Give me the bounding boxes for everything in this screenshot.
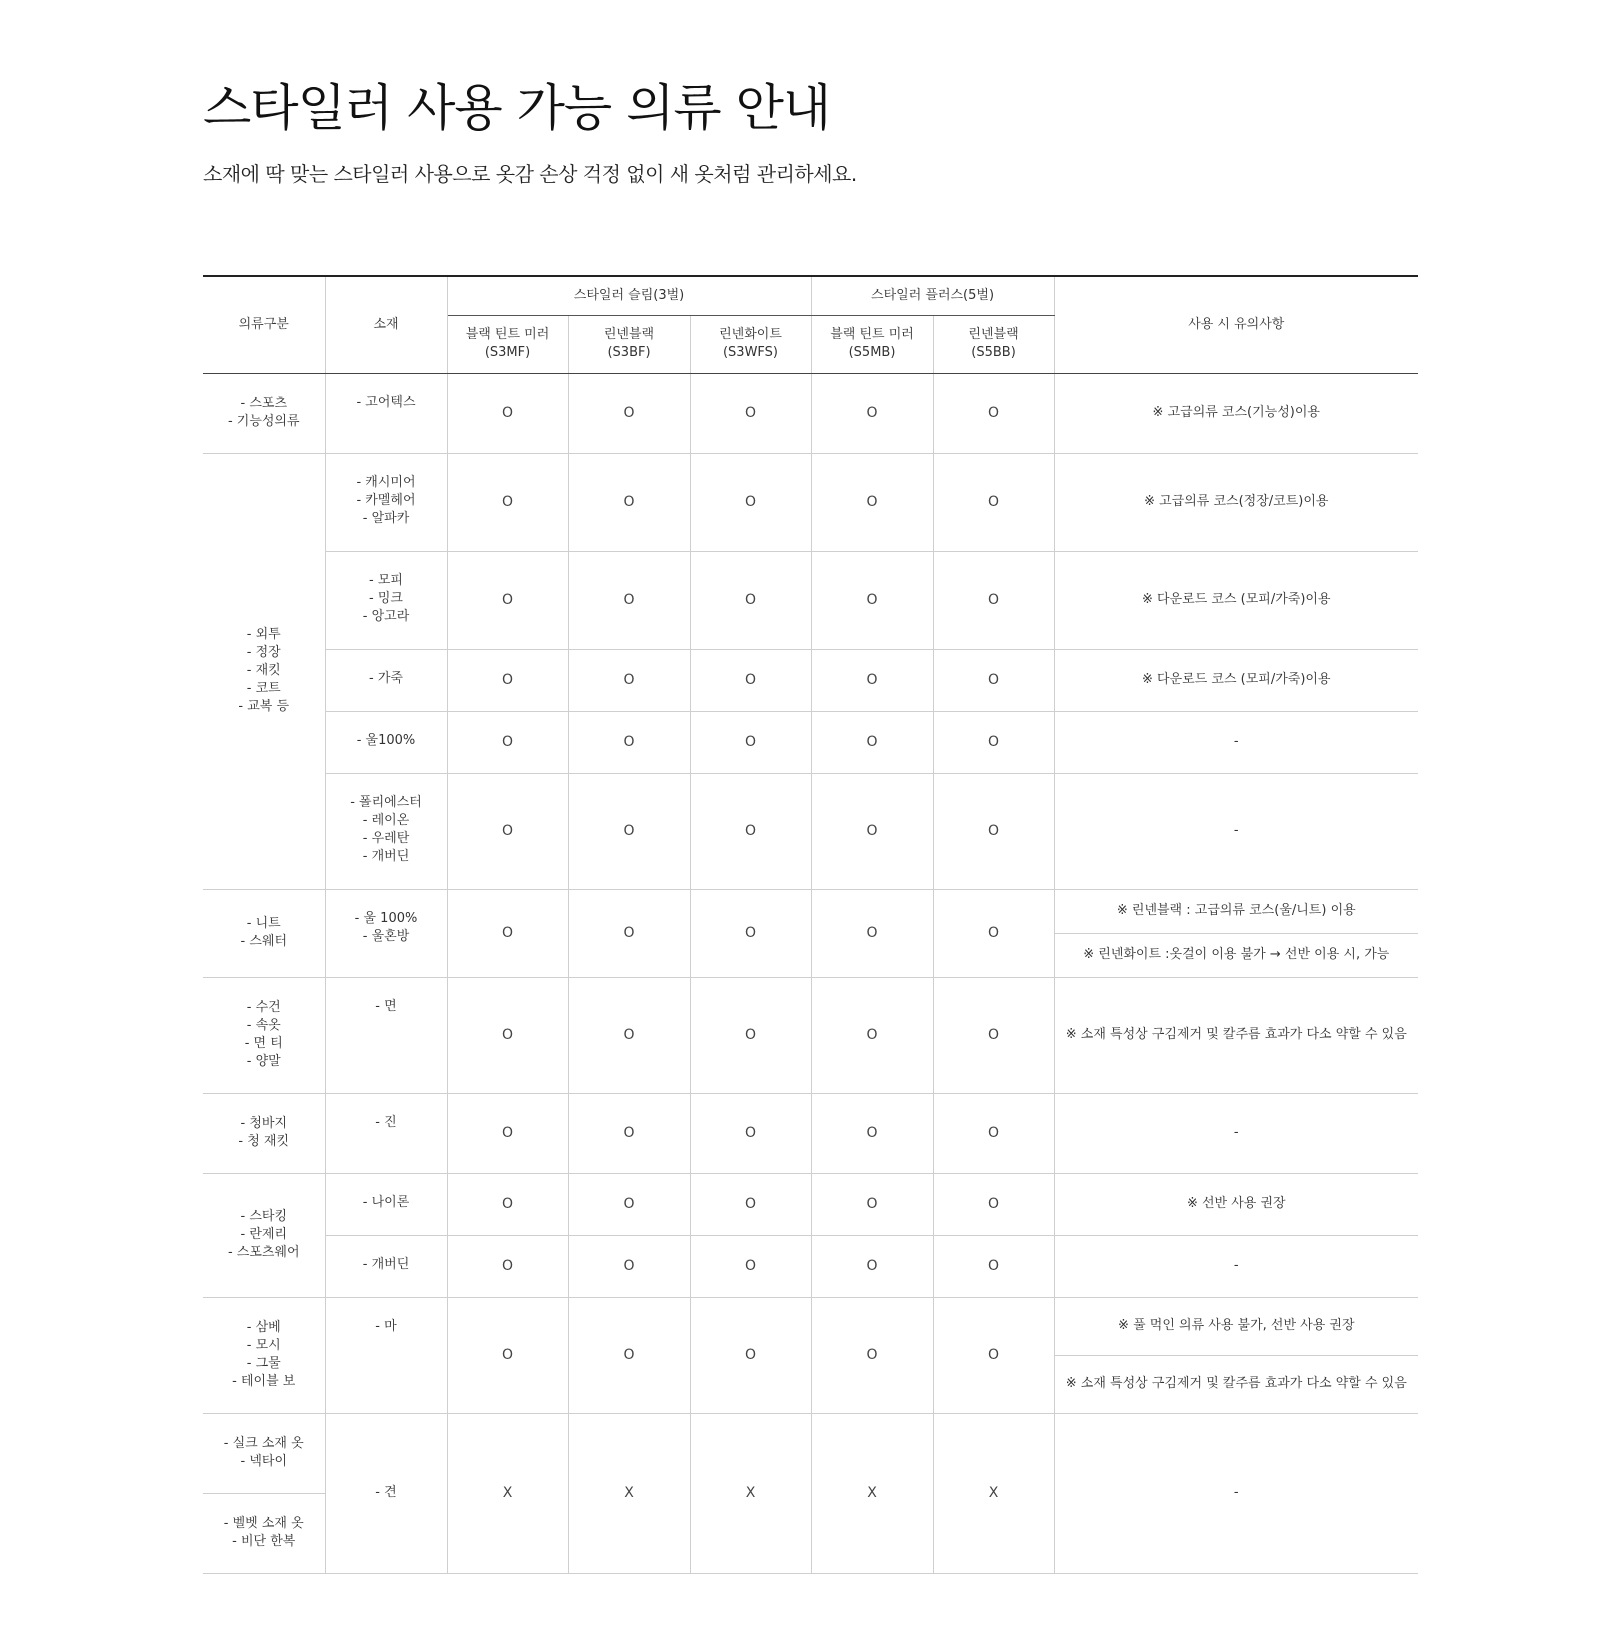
header-group-plus: 스타일러 플러스(5벌) xyxy=(811,276,1054,315)
clothing-guide-table xyxy=(203,275,1418,1574)
availability-mark: O xyxy=(690,711,811,773)
category-cell: - 외투 - 정장 - 재킷 - 코트 - 교복 등 xyxy=(203,453,325,889)
availability-mark: O xyxy=(447,977,568,1093)
availability-mark: O xyxy=(447,1173,568,1235)
notes-cell: ※ 고급의류 코스(기능성)이용 xyxy=(1054,373,1418,453)
availability-mark: O xyxy=(447,373,568,453)
availability-mark: O xyxy=(811,373,933,453)
availability-mark: O xyxy=(811,773,933,889)
availability-mark: O xyxy=(568,453,690,551)
availability-mark: O xyxy=(933,551,1054,649)
availability-mark: O xyxy=(447,889,568,977)
availability-mark: O xyxy=(447,453,568,551)
availability-mark: O xyxy=(690,1173,811,1235)
table-row xyxy=(203,1093,1418,1173)
availability-mark: O xyxy=(933,649,1054,711)
availability-mark: O xyxy=(811,1173,933,1235)
availability-mark: O xyxy=(447,551,568,649)
notes-cell: ※ 린넨화이트 :옷걸이 이용 불가 → 선반 이용 시, 가능 xyxy=(1054,933,1418,977)
availability-mark: O xyxy=(933,711,1054,773)
table-row xyxy=(203,889,1418,933)
table-body xyxy=(203,373,1418,1573)
category-cell: - 스타킹 - 란제리 - 스포츠웨어 xyxy=(203,1173,325,1297)
availability-mark: O xyxy=(690,1235,811,1297)
table-row xyxy=(203,1413,1418,1493)
availability-mark: O xyxy=(690,1297,811,1413)
category-cell: - 니트 - 스웨터 xyxy=(203,889,325,977)
table-row xyxy=(203,373,1418,453)
material-cell: - 가죽 xyxy=(325,649,447,711)
availability-mark: O xyxy=(933,773,1054,889)
availability-mark: O xyxy=(933,977,1054,1093)
notes-cell: ※ 소재 특성상 구김제거 및 칼주름 효과가 다소 약할 수 있음 xyxy=(1054,977,1418,1093)
notes-cell: - xyxy=(1054,773,1418,889)
availability-mark: O xyxy=(811,551,933,649)
table-row xyxy=(203,551,1418,649)
availability-mark: O xyxy=(568,551,690,649)
availability-mark: O xyxy=(933,1093,1054,1173)
notes-cell: - xyxy=(1054,711,1418,773)
availability-mark: O xyxy=(568,649,690,711)
category-cell: - 수건 - 속옷 - 면 티 - 양말 xyxy=(203,977,325,1093)
availability-mark: X xyxy=(933,1413,1054,1573)
availability-mark: O xyxy=(447,649,568,711)
availability-mark: O xyxy=(933,1235,1054,1297)
material-cell: - 진 xyxy=(325,1093,447,1173)
category-cell: - 벨벳 소재 옷 - 비단 한복 xyxy=(203,1493,325,1573)
material-cell: - 개버딘 xyxy=(325,1235,447,1297)
availability-mark: O xyxy=(568,977,690,1093)
notes-cell: ※ 린넨블랙 : 고급의류 코스(울/니트) 이용 xyxy=(1054,889,1418,933)
notes-cell: ※ 선반 사용 권장 xyxy=(1054,1173,1418,1235)
availability-mark: O xyxy=(568,889,690,977)
availability-mark: O xyxy=(690,977,811,1093)
availability-mark: O xyxy=(811,1093,933,1173)
page-title: 스타일러 사용 가능 의류 안내 xyxy=(203,79,831,137)
material-cell: - 울100% xyxy=(325,711,447,773)
availability-mark: O xyxy=(811,711,933,773)
table-header xyxy=(203,276,1418,373)
material-cell: - 울 100% - 울혼방 xyxy=(325,889,447,977)
notes-cell: ※ 다운로드 코스 (모피/가죽)이용 xyxy=(1054,649,1418,711)
availability-mark: X xyxy=(447,1413,568,1573)
availability-mark: O xyxy=(568,1093,690,1173)
notes-cell: ※ 고급의류 코스(정장/코트)이용 xyxy=(1054,453,1418,551)
availability-mark: O xyxy=(690,453,811,551)
availability-mark: O xyxy=(447,1297,568,1413)
header-model: 블랙 틴트 미러 (S5MB) xyxy=(811,315,933,373)
availability-mark: O xyxy=(811,649,933,711)
material-cell: - 캐시미어 - 카멜헤어 - 알파카 xyxy=(325,453,447,551)
header-group-slim: 스타일러 슬림(3벌) xyxy=(447,276,811,315)
availability-mark: X xyxy=(568,1413,690,1573)
page-subtitle: 소재에 딱 맞는 스타일러 사용으로 옷감 손상 걱정 없이 새 옷처럼 관리하세요. xyxy=(203,162,857,186)
availability-mark: X xyxy=(811,1413,933,1573)
availability-mark: O xyxy=(690,373,811,453)
material-cell: - 고어텍스 xyxy=(325,373,447,453)
header-model: 린넨블랙 (S5BB) xyxy=(933,315,1054,373)
table-row xyxy=(203,773,1418,889)
availability-mark: O xyxy=(933,1173,1054,1235)
notes-cell: - xyxy=(1054,1093,1418,1173)
material-cell: - 폴리에스터 - 레이온 - 우레탄 - 개버딘 xyxy=(325,773,447,889)
availability-mark: O xyxy=(568,1297,690,1413)
notes-cell: ※ 다운로드 코스 (모피/가죽)이용 xyxy=(1054,551,1418,649)
availability-mark: O xyxy=(447,773,568,889)
availability-mark: O xyxy=(447,1235,568,1297)
availability-mark: O xyxy=(447,1093,568,1173)
availability-mark: O xyxy=(568,773,690,889)
availability-mark: O xyxy=(811,889,933,977)
availability-mark: O xyxy=(568,711,690,773)
table-row xyxy=(203,1297,1418,1355)
material-cell: - 마 xyxy=(325,1297,447,1413)
availability-mark: O xyxy=(811,1235,933,1297)
category-cell: - 삼베 - 모시 - 그물 - 테이블 보 xyxy=(203,1297,325,1413)
availability-mark: O xyxy=(690,889,811,977)
availability-mark: O xyxy=(811,977,933,1093)
material-cell: - 견 xyxy=(325,1413,447,1573)
availability-mark: O xyxy=(447,711,568,773)
availability-mark: O xyxy=(811,453,933,551)
material-cell: - 나이론 xyxy=(325,1173,447,1235)
category-cell: - 스포츠 - 기능성의류 xyxy=(203,373,325,453)
header-model: 린넨블랙 (S3BF) xyxy=(568,315,690,373)
availability-mark: X xyxy=(690,1413,811,1573)
availability-mark: O xyxy=(933,889,1054,977)
table-row xyxy=(203,711,1418,773)
availability-mark: O xyxy=(690,1093,811,1173)
header-model: 블랙 틴트 미러 (S3MF) xyxy=(447,315,568,373)
availability-mark: O xyxy=(568,1235,690,1297)
header-material: 소재 xyxy=(325,276,447,373)
table-row xyxy=(203,977,1418,1093)
availability-mark: O xyxy=(568,373,690,453)
notes-cell: ※ 소재 특성상 구김제거 및 칼주름 효과가 다소 약할 수 있음 xyxy=(1054,1355,1418,1413)
table-row xyxy=(203,649,1418,711)
header-notes: 사용 시 유의사항 xyxy=(1054,276,1418,373)
availability-mark: O xyxy=(933,453,1054,551)
table-row xyxy=(203,1235,1418,1297)
availability-mark: O xyxy=(690,773,811,889)
category-cell: - 청바지 - 청 재킷 xyxy=(203,1093,325,1173)
availability-mark: O xyxy=(811,1297,933,1413)
header-model: 린넨화이트 (S3WFS) xyxy=(690,315,811,373)
table-row xyxy=(203,453,1418,551)
category-cell: - 실크 소재 옷 - 넥타이 xyxy=(203,1413,325,1493)
notes-cell: ※ 풀 먹인 의류 사용 불가, 선반 사용 권장 xyxy=(1054,1297,1418,1355)
availability-mark: O xyxy=(933,1297,1054,1413)
notes-cell: - xyxy=(1054,1235,1418,1297)
availability-mark: O xyxy=(933,373,1054,453)
availability-mark: O xyxy=(568,1173,690,1235)
notes-cell: - xyxy=(1054,1413,1418,1573)
material-cell: - 모피 - 밍크 - 앙고라 xyxy=(325,551,447,649)
material-cell: - 면 xyxy=(325,977,447,1093)
availability-mark: O xyxy=(690,551,811,649)
header-category: 의류구분 xyxy=(203,276,325,373)
availability-mark: O xyxy=(690,649,811,711)
table-row xyxy=(203,1173,1418,1235)
